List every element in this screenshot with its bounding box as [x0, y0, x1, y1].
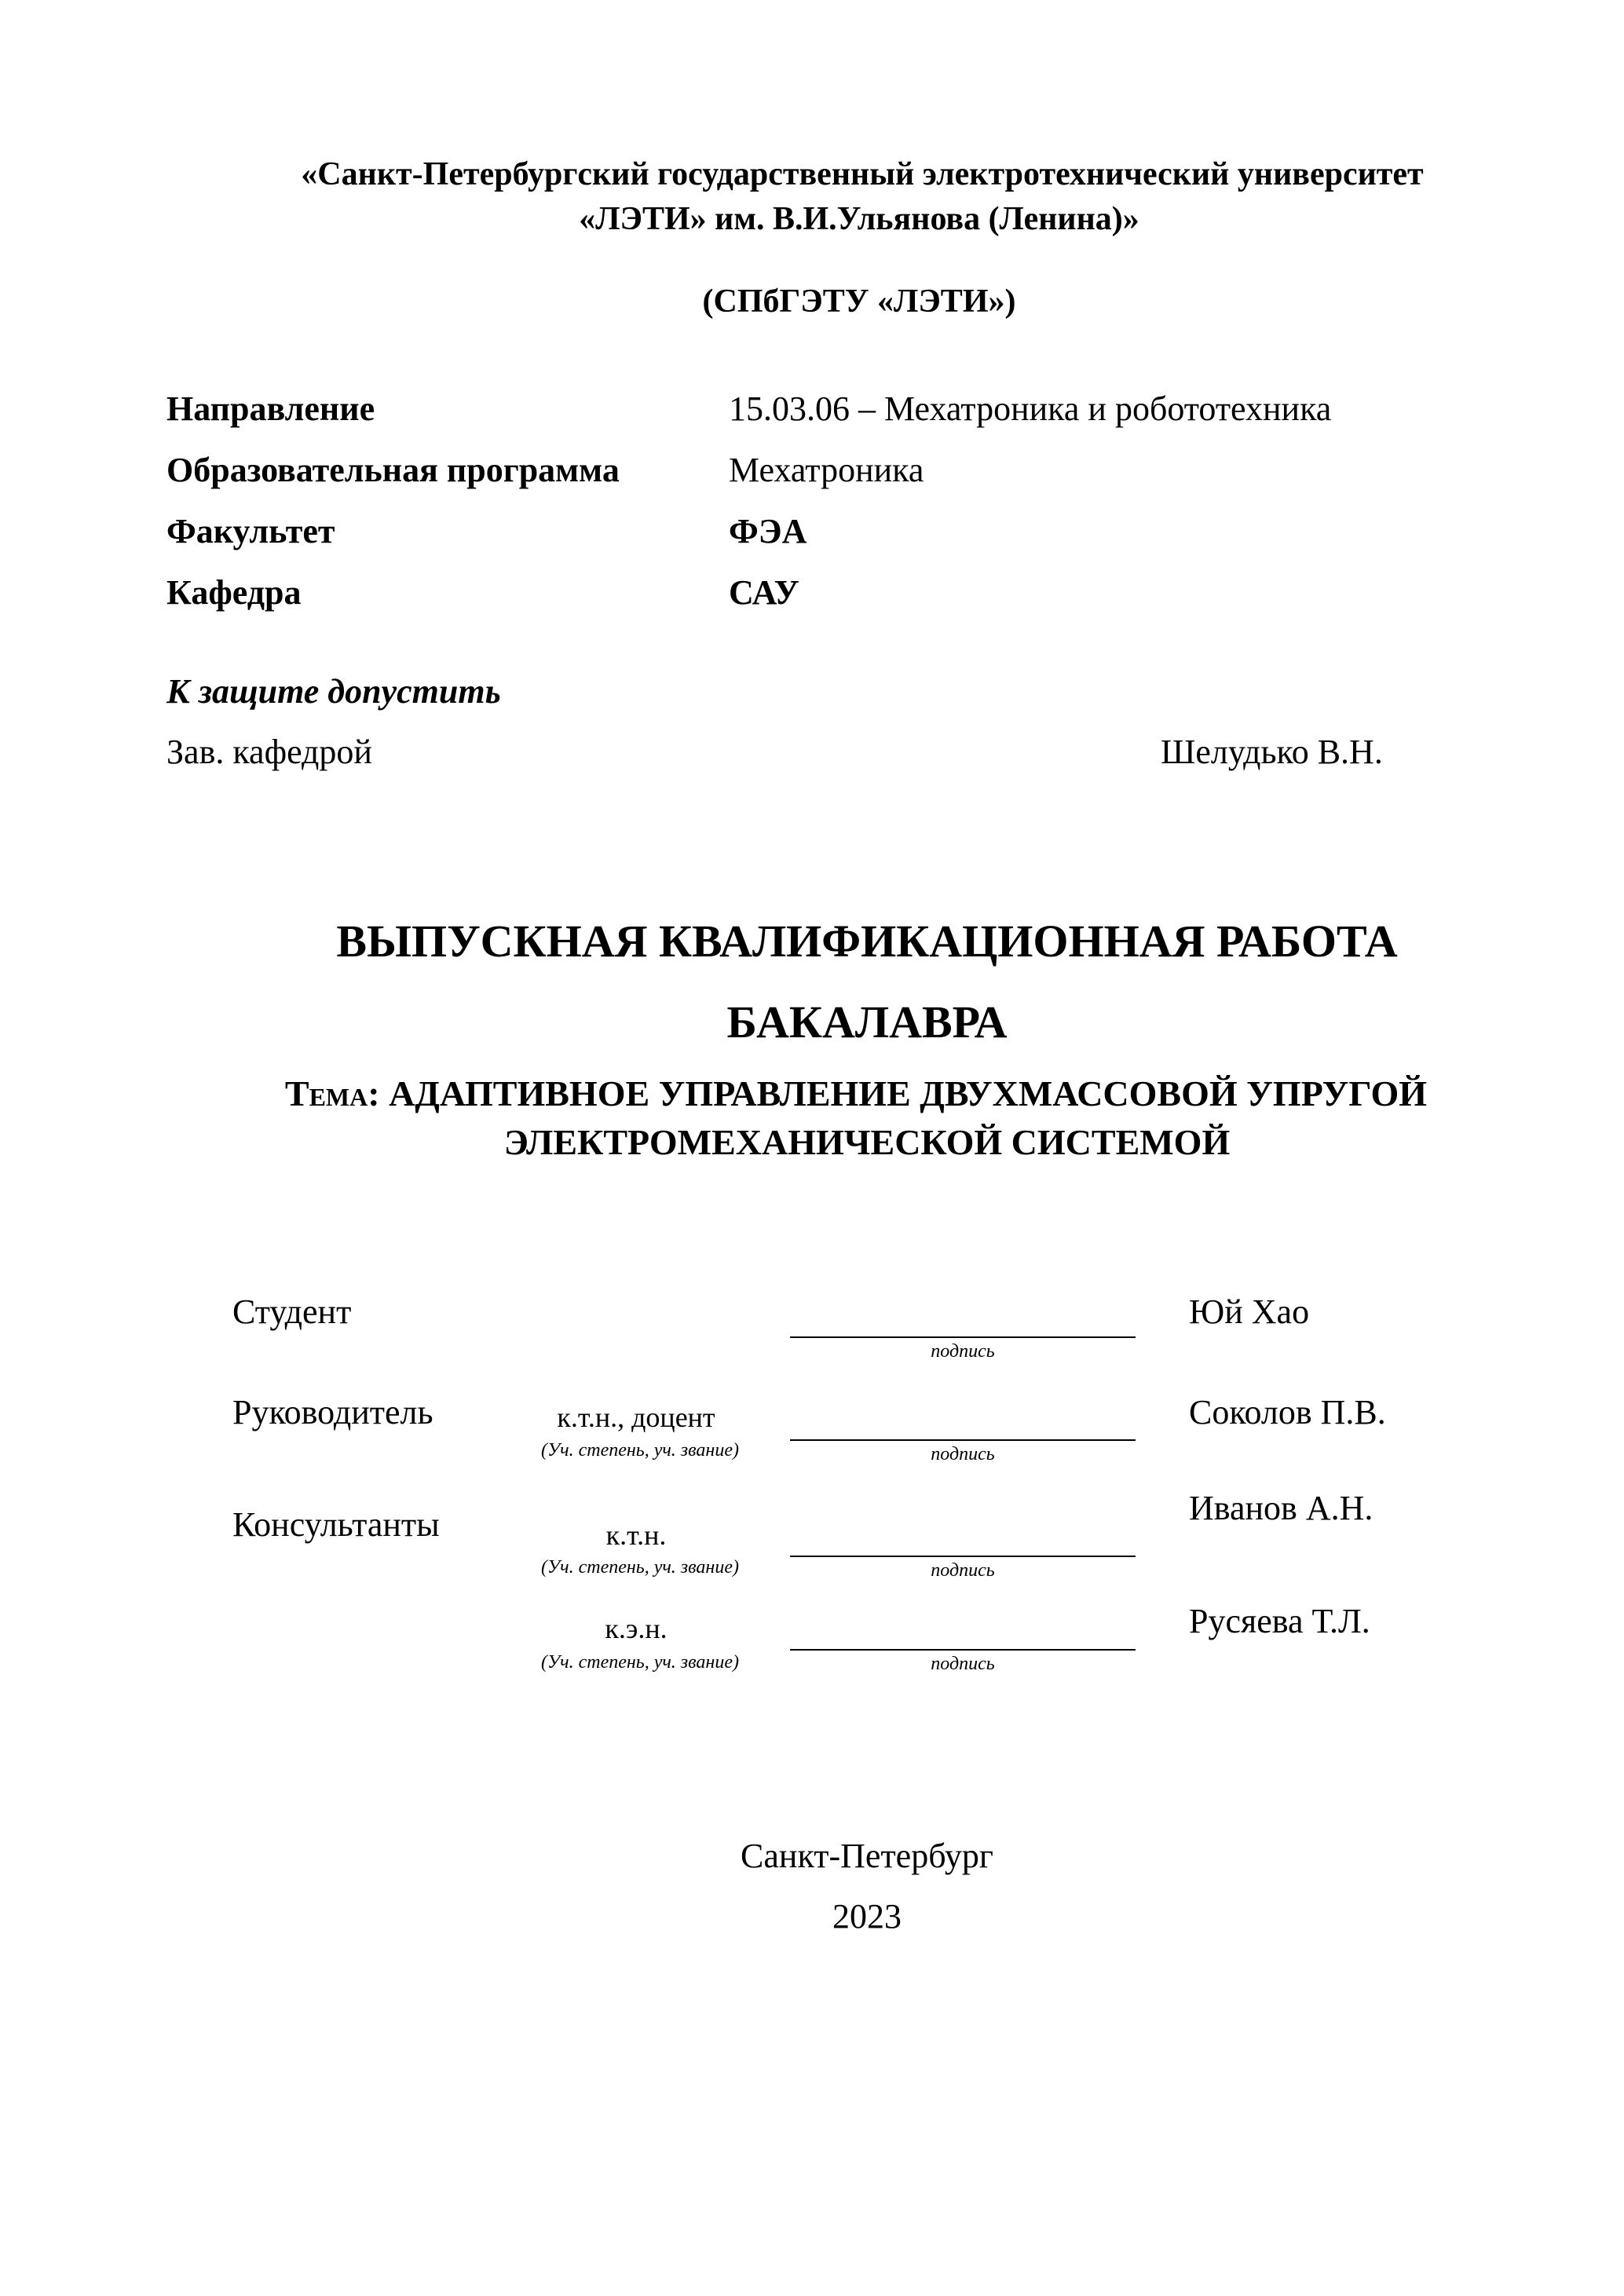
- consultant-1-signature-caption: подпись: [931, 1560, 995, 1581]
- consultant-2-signature-line: [790, 1649, 1136, 1651]
- consultant-1-degree: к.т.н.: [605, 1519, 667, 1551]
- topic-prefix: Тема: [284, 1073, 368, 1113]
- department-value: САУ: [729, 573, 799, 612]
- supervisor-role: Руководитель: [232, 1393, 433, 1431]
- work-title-line-2: БАКАЛАВРА: [726, 996, 1008, 1047]
- direction-value: 15.03.06 – Мехатроника и робототехника: [729, 389, 1332, 428]
- year: 2023: [832, 1897, 902, 1936]
- admission-title: К защите допустить: [166, 672, 501, 711]
- head-of-department-role: Зав. кафедрой: [166, 733, 372, 771]
- faculty-label: Факультет: [166, 512, 335, 550]
- supervisor-signature-caption: подпись: [931, 1444, 995, 1464]
- city: Санкт-Петербург: [741, 1837, 993, 1875]
- student-signature-caption: подпись: [931, 1341, 995, 1362]
- consultant-1-degree-caption: (Уч. степень, уч. звание): [541, 1557, 739, 1578]
- supervisor-degree-caption: (Уч. степень, уч. звание): [541, 1440, 739, 1461]
- topic-line-1: [110, 1073, 1602, 1114]
- supervisor-degree: к.т.н., доцент: [557, 1402, 715, 1433]
- program-value: Мехатроника: [729, 451, 924, 489]
- student-signature-line: [790, 1336, 1136, 1338]
- university-name-line-1: «Санкт-Петербургский государственный электротехнический университет: [301, 156, 1424, 192]
- work-title-line-1: ВЫПУСКНАЯ КВАЛИФИКАЦИОННАЯ РАБОТА: [336, 916, 1398, 967]
- department-label: Кафедра: [166, 573, 302, 612]
- head-of-department-name: Шелудько В.Н.: [1161, 733, 1383, 771]
- supervisor-name: Соколов П.В.: [1189, 1393, 1386, 1431]
- consultant-2-name: Русяева Т.Л.: [1189, 1602, 1370, 1640]
- consultant-1-signature-line: [790, 1556, 1136, 1557]
- student-role: Студент: [232, 1292, 352, 1331]
- supervisor-signature-line: [790, 1439, 1136, 1441]
- consultants-role: Консультанты: [232, 1505, 440, 1544]
- faculty-value: ФЭА: [729, 512, 807, 550]
- consultant-2-degree-caption: (Уч. степень, уч. звание): [541, 1652, 739, 1673]
- consultant-2-signature-caption: подпись: [931, 1654, 995, 1674]
- program-label: Образовательная программа: [166, 451, 620, 489]
- consultant-2-degree: к.э.н.: [605, 1613, 668, 1644]
- consultant-1-name: Иванов А.Н.: [1189, 1489, 1373, 1527]
- topic-colon: :: [368, 1073, 380, 1113]
- student-name: Юй Хао: [1189, 1292, 1310, 1331]
- topic-text-1: АДАПТИВНОЕ УПРАВЛЕНИЕ ДВУХМАССОВОЙ УПРУГОЙ: [379, 1073, 1428, 1113]
- direction-label: Направление: [166, 389, 375, 428]
- topic-line-2: ЭЛЕКТРОМЕХАНИЧЕСКОЙ СИСТЕМОЙ: [503, 1122, 1231, 1162]
- university-name-line-2: «ЛЭТИ» им. В.И.Ульянова (Ленина)»: [579, 201, 1139, 237]
- university-short-name: (СПбГЭТУ «ЛЭТИ»): [702, 283, 1016, 320]
